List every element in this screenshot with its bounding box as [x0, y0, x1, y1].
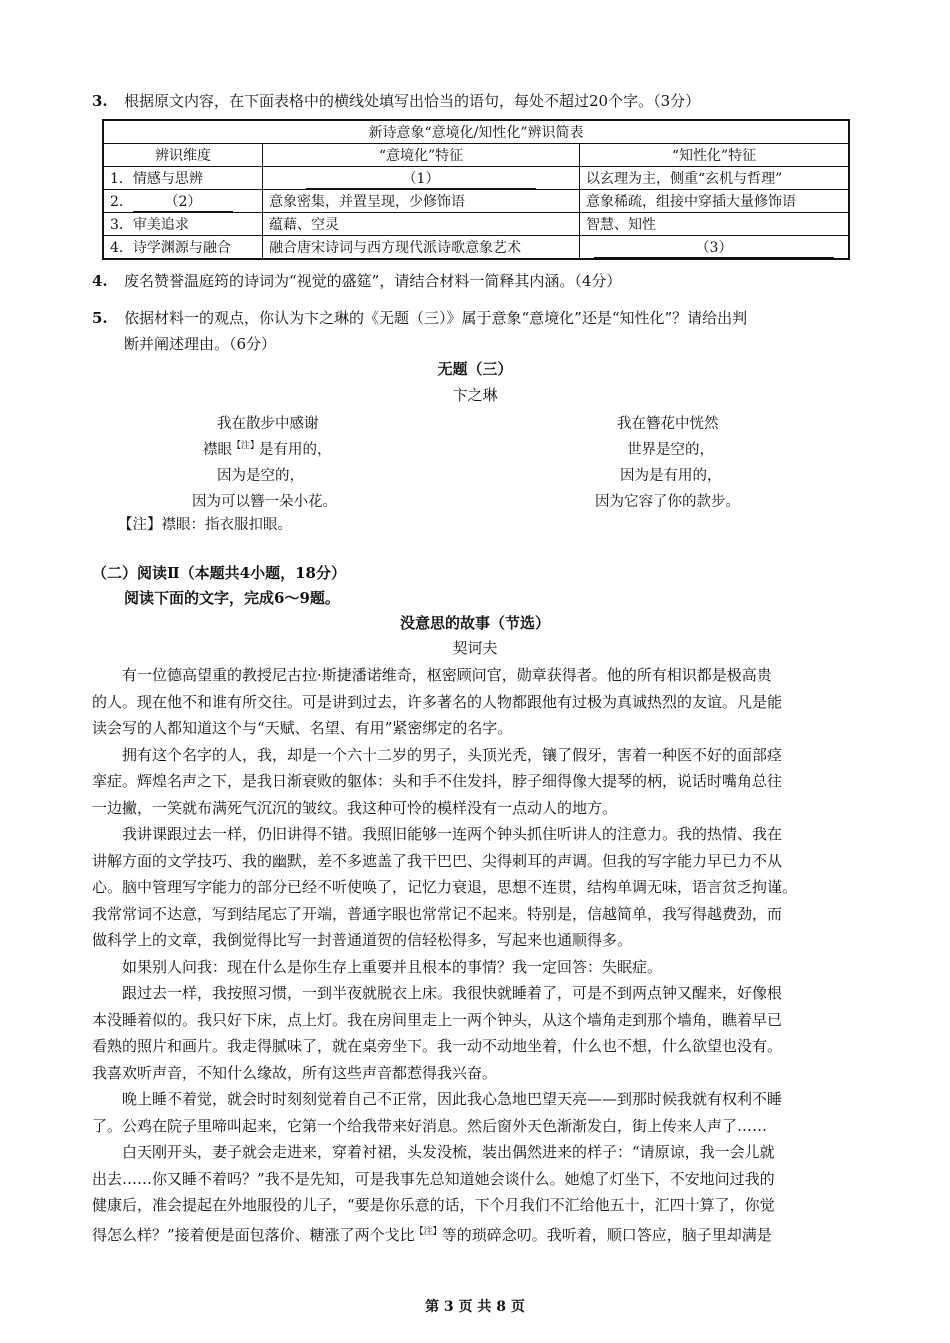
poem-left-line-4: 因为可以簪一朵小花。: [192, 494, 337, 510]
question-number: 4.: [92, 272, 108, 290]
paragraph: 我讲课跟过去一样，仍旧讲得不错。我照旧能够一连两个钟头抓住听讲人的注意力。我的热情、我在 讲解方面的文学技巧、我的幽默，差不多遮盖了我干巴巴、尖得刺耳的声调。但我的写字能力早已力不从 心。脑中管理写字能力的部分已经不听使唤了，记忆力衰退，思想不连贯，结构单调无味，语言贫乏拘谨。 我常常词不达意，写到结尾忘了开端，普通字眼也常常记不起来。特别是，信越简单，我写得越费劲，而 做科学上的文章，我倒觉得比写一封普通道贺的信轻松得多，写起来也通顺得多。: [92, 825, 798, 949]
note-mark: 【注】: [232, 441, 260, 452]
story-body: [92, 662, 862, 1248]
cell-zhixing: 意象稀疏，组接中穿插大量修饰语: [580, 190, 850, 213]
cell-dimension: 4．诗学渊源与融合: [103, 236, 263, 260]
cell-dimension: 1．情感与思辨: [103, 167, 263, 190]
table-row: [103, 236, 849, 260]
poem-title: 无题（三）: [437, 360, 513, 378]
story-author: 契诃夫: [452, 639, 498, 657]
section-heading: （二）阅读Ⅱ（本题共4小题，18分）: [92, 564, 346, 582]
cell-yijing: 融合唐宋诗词与西方现代派诗歌意象艺术: [263, 236, 580, 260]
section-instruction: 阅读下面的文字，完成6～9题。: [124, 589, 340, 607]
poem-right-line-3: 因为是有用的，: [620, 468, 722, 484]
poem-right-line-2: 世界是空的，: [627, 442, 714, 458]
question-text-line1: 依据材料一的观点，你认为卞之琳的《无题（三）》属于意象“意境化”还是“知性化”？请给出判: [124, 309, 748, 327]
answer-blank-1: （1）: [306, 168, 536, 189]
table-row: [103, 167, 849, 190]
row-number: 2．: [110, 193, 133, 210]
cell-dimension: [103, 190, 263, 213]
paragraph: 如果别人问我：现在什么是你生存上重要并且根本的事情？我一定回答：失眠症。: [122, 957, 663, 976]
answer-blank-3: （3）: [594, 237, 834, 258]
table-row: [103, 190, 849, 213]
poem-left-line-1: 我在散步中感谢: [217, 416, 319, 432]
cell-zhixing: 智慧、知性: [580, 213, 850, 236]
header-dimension: 辨识维度: [103, 144, 263, 167]
paragraph: 拥有这个名字的人，我，却是一个六十二岁的男子，头顶光秃，镶了假牙，害着一种医不好的面部痉 挛症。辉煌名声之下，是我日渐衰败的躯体：头和手不住发抖，脖子细得像大提琴的柄，说话时嘴角总往 一边撇，一笑就布满死气沉沉的皱纹。我这种可怜的模样没有一点动人的地方。: [92, 745, 783, 817]
cell-dimension: 3．审美追求: [103, 213, 263, 236]
header-yijing: “意境化”特征: [263, 144, 580, 167]
table-row: [103, 213, 849, 236]
question-number: 5.: [92, 309, 108, 327]
paragraph: 白天刚开头，妻子就会走进来，穿着衬裙，头发没梳，装出偶然进来的样子：“请原谅，我一会儿就 出去……你又睡不着吗？”我不是先知，可是我事先总知道她会谈什么。她熄了灯坐下，不安地问过我的 健康后，准会提起在外地服役的儿子，“要是你乐意的话，下个月我们不汇给他五十，汇四十算了，你觉 得怎么样？”接着便是面包落价、糖涨了两个戈比$^{【注】}$等的琐碎念叨。我听着，顺口答应，脑子里却满是: [92, 1143, 775, 1244]
question-text-line2: 断并阐述理由。（6分）: [124, 335, 277, 353]
paragraph: 有一位德高望重的教授尼古拉·斯捷潘诺维奇，枢密顾问官，勋章获得者。他的所有相识都是极高贵 的人。现在他不和谁有所交往。可是讲到过去，许多著名的人物都跟他有过极为真诚热烈的友谊。凡是能 读会写的人都知道这个与“天赋、名望、有用”紧密绑定的名字。: [92, 666, 783, 737]
poem-author: 卞之琳: [452, 386, 498, 404]
cell-zhixing: 以玄理为主，侧重“玄机与哲理”: [580, 167, 850, 190]
poem-right-line-4: 因为它容了你的款步。: [595, 494, 740, 510]
poem-note: 【注】襟眼：指衣服扣眼。: [118, 517, 292, 533]
poem-left-line-3: 因为是空的，: [217, 468, 304, 484]
cell-yijing: 意象密集，并置呈现，少修饰语: [263, 190, 580, 213]
story-title: 没意思的故事（节选）: [399, 614, 550, 632]
poem-right-line-1: 我在簪花中恍然: [617, 416, 719, 432]
identification-table: [102, 119, 850, 260]
cell-blank-3: [580, 236, 850, 260]
table-title: 新诗意象“意境化/知性化”辨识简表: [103, 120, 849, 144]
cell-yijing: 蕴藉、空灵: [263, 213, 580, 236]
note-mark: 【注】: [414, 1226, 442, 1237]
poem-left-line-2: 襟眼$^{【注】}$是有用的，: [203, 441, 332, 458]
question-text: 根据原文内容，在下面表格中的横线处填写出恰当的语句，每处不超过20个字。（3分）: [124, 92, 701, 110]
paragraph: 跟过去一样，我按照习惯，一到半夜就脱衣上床。我很快就睡着了，可是不到两点钟又醒来，好像根 本没睡着似的。我只好下床，点上灯。我在房间里走上一两个钟头，从这个墙角走到那个墙角，瞧着早已 看熟的照片和画片。我走得腻味了，就在桌旁坐下。我一动不动地坐着，什么也不想，什么欲望也没有。 我喜欢听声音，不知什么缘故，所有这些声音都惹得我兴奋。: [92, 984, 783, 1082]
paragraph: 晚上睡不着觉，就会时时刻刻觉着自己不正常，因此我心急地巴望天亮——到那时候我就有权利不睡 了。公鸡在院子里啼叫起来，它第一个给我带来好消息。然后窗外天色渐渐发白，街上传来人声了……: [92, 1090, 783, 1135]
question-number: 3.: [92, 92, 108, 110]
page-footer: 第 3 页 共 8 页: [425, 1299, 525, 1315]
header-zhixing: “知性化”特征: [580, 144, 850, 167]
cell-blank-1: [263, 167, 580, 190]
answer-blank-2: （2）: [133, 191, 233, 212]
question-text: 废名赞誉温庭筠的诗词为“视觉的盛筵”，请结合材料一简释其内涵。（4分）: [124, 272, 622, 290]
